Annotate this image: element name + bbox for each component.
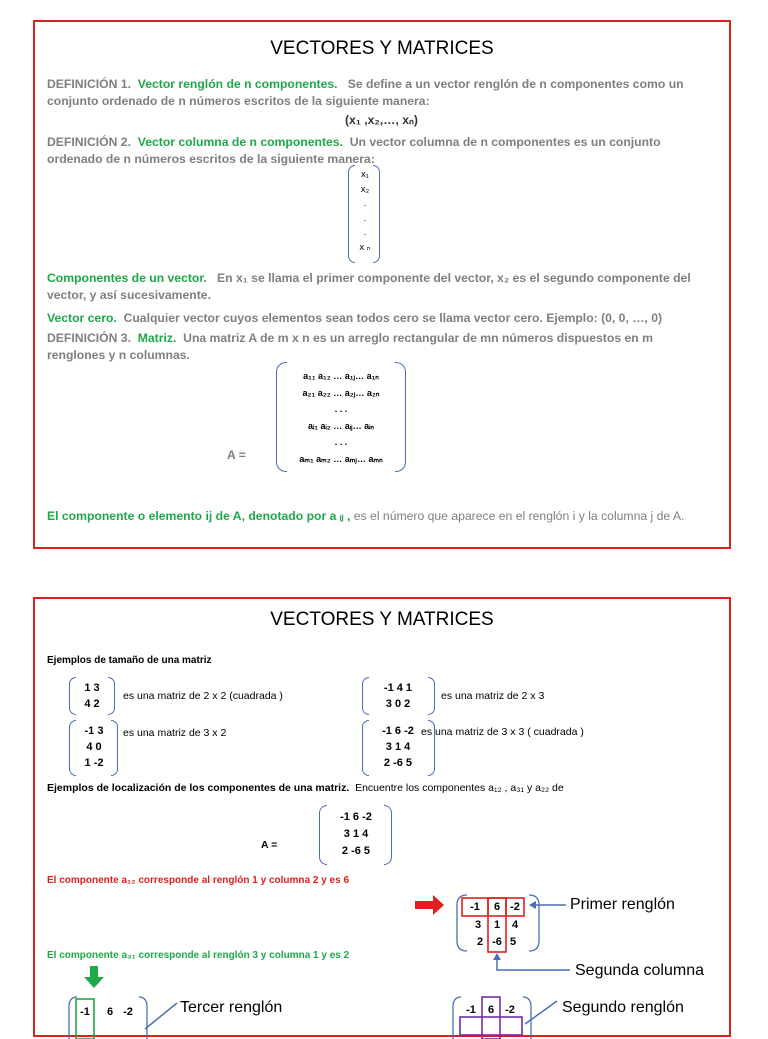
loc-heading: Ejemplos de localización de los componentes de una matriz. <box>47 782 350 794</box>
label-third-row: Tercer renglón <box>180 999 283 1016</box>
matrix-row: aᵢ₁ aᵢ₂ … aᵢⱼ… aᵢₙ <box>308 420 374 431</box>
grid-cell: 1 <box>493 919 501 931</box>
element-text: es el número que aparece en el renglón i y la columna j de A. <box>353 509 685 523</box>
grid-cell: -1 <box>466 1004 476 1016</box>
a12-statement: El componente a₁₂ corresponde al renglón 1 y columna 2 y es 6 <box>47 875 350 886</box>
def1-text: Se define a un vector renglón de n componentes como un conjunto ordenado de n números escritos de la siguiente manera: <box>47 77 684 108</box>
zero-vector <box>47 310 711 327</box>
slide-1 <box>33 20 731 549</box>
matrix-row: -1 6 -2 <box>340 811 372 823</box>
general-matrix <box>283 368 399 467</box>
grid-cell: 3 <box>474 919 482 931</box>
col-vector <box>353 168 377 255</box>
slide-2-title: VECTORES Y MATRICES <box>270 609 494 630</box>
label-second-row: Segundo renglón <box>562 999 684 1016</box>
definition-2 <box>47 134 711 168</box>
matrix-row: 3 0 2 <box>385 698 411 710</box>
grid-cell: -1 <box>80 1006 90 1018</box>
components-label: Componentes de un vector. <box>47 271 207 285</box>
col-vector-entry: . <box>363 198 367 209</box>
matrix-row: 3 1 4 <box>385 741 411 753</box>
a-lhs: A = <box>261 839 278 851</box>
grid-cell: 6 <box>487 1004 495 1016</box>
grid-cell: -2 <box>123 1006 133 1018</box>
def3-text: Una matriz A de m x n es un arreglo rectangular de mn números dispuestos en m renglones y n columnas. <box>47 331 653 362</box>
matrix-row: a₁₁ a₁₂ … a₁ⱼ… a₁ₙ <box>303 371 379 381</box>
ex4-text: es una matriz de 3 x 3 ( cuadrada ) <box>421 726 584 738</box>
second-row-highlight <box>460 1017 522 1035</box>
label-first-row: Primer renglón <box>570 896 675 913</box>
green-arrow-icon <box>84 966 104 988</box>
definition-1 <box>47 76 711 110</box>
matrix-row: 4 2 <box>84 698 100 710</box>
slide-2 <box>33 597 731 1037</box>
matrix-lhs: A = <box>227 448 246 462</box>
arrow-icon <box>493 953 501 960</box>
zero-vector-text: Cualquier vector cuyos elementos sean todos cero se llama vector cero. Ejemplo: (0, 0, …, 0) <box>123 311 663 325</box>
def2-name: Vector columna de n componentes. <box>137 135 343 149</box>
ex3-text: es una matriz de 3 x 2 <box>123 727 227 739</box>
matrix-row: 4 0 <box>86 741 102 753</box>
matrix-row: -1 4 1 <box>383 682 413 694</box>
zero-vector-label: Vector cero. <box>47 311 117 325</box>
matrix-row: 2 -6 5 <box>341 845 371 857</box>
label-second-column: Segunda columna <box>575 962 704 979</box>
matrix-row: . . . <box>334 404 348 414</box>
definition-3 <box>47 330 711 364</box>
def2-text: Un vector columna de n componentes es un conjunto ordenado de n números escritos de la siguiente manera: <box>47 135 661 166</box>
slide-1-title: VECTORES Y MATRICES <box>270 38 494 59</box>
grid-cell: 6 <box>106 1006 114 1018</box>
matrix-row: 2 -6 5 <box>383 757 413 769</box>
def2-label: DEFINICIÓN 2. <box>47 135 131 149</box>
col-vector-entry: . <box>363 227 367 238</box>
grid-cell: 4 <box>511 919 519 931</box>
matrix-row: -1 6 -2 <box>382 725 414 737</box>
def1-name: Vector renglón de n componentes. <box>137 77 338 91</box>
loc-text: Encuentre los componentes a₁₂ , a₃₁ y a₂₂ de <box>355 782 564 794</box>
def1-label: DEFINICIÓN 1. <box>47 77 131 91</box>
col-vector-entry: x₂ <box>360 183 370 195</box>
grid-cell: 6 <box>493 901 501 913</box>
element-definition <box>47 508 711 525</box>
matrix-row: 1 3 <box>84 682 100 694</box>
grid-cell: -6 <box>492 936 502 948</box>
element-label: El componente o elemento ij de A, denotado por a ᵢⱼ , <box>47 509 351 523</box>
grid-cell: -1 <box>470 901 480 913</box>
col-vector-entry: x₁ <box>361 169 369 180</box>
col-vector-entry: x ₙ <box>359 241 371 253</box>
ex1-text: es una matriz de 2 x 2 (cuadrada ) <box>123 690 283 702</box>
matrix-row: . . . <box>334 437 348 447</box>
def3-name: Matriz. <box>137 331 177 345</box>
grid-cell: -2 <box>505 1004 515 1016</box>
arrow-icon <box>529 901 536 909</box>
grid-cell: -2 <box>510 901 520 913</box>
size-heading: Ejemplos de tamaño de una matriz <box>47 655 212 666</box>
grid-cell: 5 <box>509 936 517 948</box>
grid-cell: 2 <box>476 936 484 948</box>
ex2-text: es una matriz de 2 x 3 <box>441 690 545 702</box>
matrix-row: 1 -2 <box>84 757 104 769</box>
matrix-row: a₂₁ a₂₂ … a₂ⱼ… a₂ₙ <box>302 387 380 398</box>
matrix-row: aₘ₁ aₘ₂ … aₘⱼ… aₘₙ <box>299 453 383 464</box>
matrix-row: -1 3 <box>84 725 104 737</box>
col-vector-entry: . <box>363 212 367 224</box>
red-arrow-icon <box>415 895 444 915</box>
components-text: En x₁ se llama el primer componente del vector, x₂ es el segundo componente del vector, y así sucesivamente. <box>47 271 691 302</box>
row-vector: (x₁ ,x₂,…, xₙ) <box>345 113 418 127</box>
vector-components <box>47 270 711 304</box>
def3-label: DEFINICIÓN 3. <box>47 331 131 345</box>
a31-statement: El componente a₃₁ corresponde al renglón 3 y columna 1 y es 2 <box>47 950 350 961</box>
matrix-row: 3 1 4 <box>343 828 369 840</box>
